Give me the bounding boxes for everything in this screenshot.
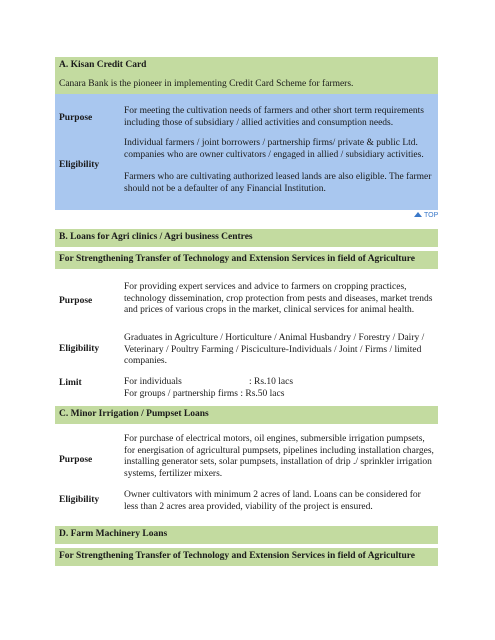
section-c-header (55, 406, 438, 424)
section-b-purpose-label: Purpose (59, 296, 93, 306)
limit-individuals-label: For individuals (124, 377, 182, 387)
limit-groups-value: : Rs.50 lacs (240, 389, 285, 399)
limit-groups-label: For groups / partnership firms (124, 389, 238, 399)
section-d-subheader (55, 548, 438, 566)
section-c-eligibility-label: Eligibility (59, 495, 100, 505)
section-a-table (55, 94, 438, 210)
section-c-purpose-text: For purchase of electrical motors, oil engines, submersible irrigation pumpsets, for energisation of agricultural pumpsets, pipelines including installation charges, installing generator sets, solar pumpsets, installation of drip ./ sprinkler irrigation systems, fertilizer mixers. (124, 434, 434, 479)
section-c-eligibility-text: Owner cultivators with minimum 2 acres of land. Loans can be considered for less than 2 acres area provided, viability of the project is ensured. (124, 490, 421, 512)
section-b-table (55, 272, 438, 375)
section-b-header (55, 229, 438, 247)
limit-groups (124, 389, 434, 401)
section-d-subheading: For Strengthening Transfer of Technology and Extension Services in field of Agriculture (59, 551, 416, 561)
section-a-eligibility-text-1: Individual farmers / joint borrowers / partnership firms/ private & public Ltd. companies who are owner cultivators / engaged in allied / subsidiary activities. (124, 138, 424, 160)
section-b-subheader (55, 251, 438, 269)
section-a-eligibility-text-2: Farmers who are cultivating authorized leased lands are also eligible. The farmer should not be a defaulter of any Financial Institution. (124, 172, 432, 194)
limit-individuals-value: : Rs.10 lacs (249, 377, 294, 387)
section-b-eligibility-text: Graduates in Agriculture / Horticulture / Animal Husbandry / Forestry / Dairy / Veterinary / Poultry Farming / Pisciculture-Individuals / Joint / Firms / limited companies. (124, 333, 425, 366)
section-b-heading: B. Loans for Agri clinics / Agri business Centres (59, 232, 253, 242)
limit-individuals (124, 377, 434, 389)
section-a-eligibility-label: Eligibility (59, 160, 100, 170)
up-arrow-icon (414, 212, 422, 217)
section-d-header (55, 526, 438, 544)
section-a-intro: Canara Bank is the pioneer in implementing Credit Card Scheme for farmers. (59, 79, 354, 89)
section-a-purpose-text: For meeting the cultivation needs of farmers and other short term requirements including those of subsidiary / allied activities and consumption needs. (124, 106, 424, 128)
section-b-purpose-text: For providing expert services and advice to farmers on cropping practices, technology dissemination, crop protection from pests and diseases, market trends and prices of various crops in the market, clinical services for animal health. (124, 282, 433, 315)
section-b-limit-row (55, 374, 438, 404)
top-link-label: TOP (424, 212, 439, 219)
section-a-purpose-label: Purpose (59, 113, 93, 123)
section-d-heading: D. Farm Machinery Loans (59, 529, 168, 539)
section-b-limit-label: Limit (59, 378, 82, 388)
section-b-subheading: For Strengthening Transfer of Technology and Extension Services in field of Agriculture (59, 254, 416, 264)
top-link[interactable] (414, 212, 438, 219)
section-c-purpose-label: Purpose (59, 455, 93, 465)
section-c-table (55, 428, 438, 524)
section-a-heading: A. Kisan Credit Card (59, 60, 147, 70)
section-b-eligibility-label: Eligibility (59, 344, 100, 354)
section-a-header (55, 57, 438, 94)
section-c-heading: C. Minor Irrigation / Pumpset Loans (59, 409, 209, 419)
